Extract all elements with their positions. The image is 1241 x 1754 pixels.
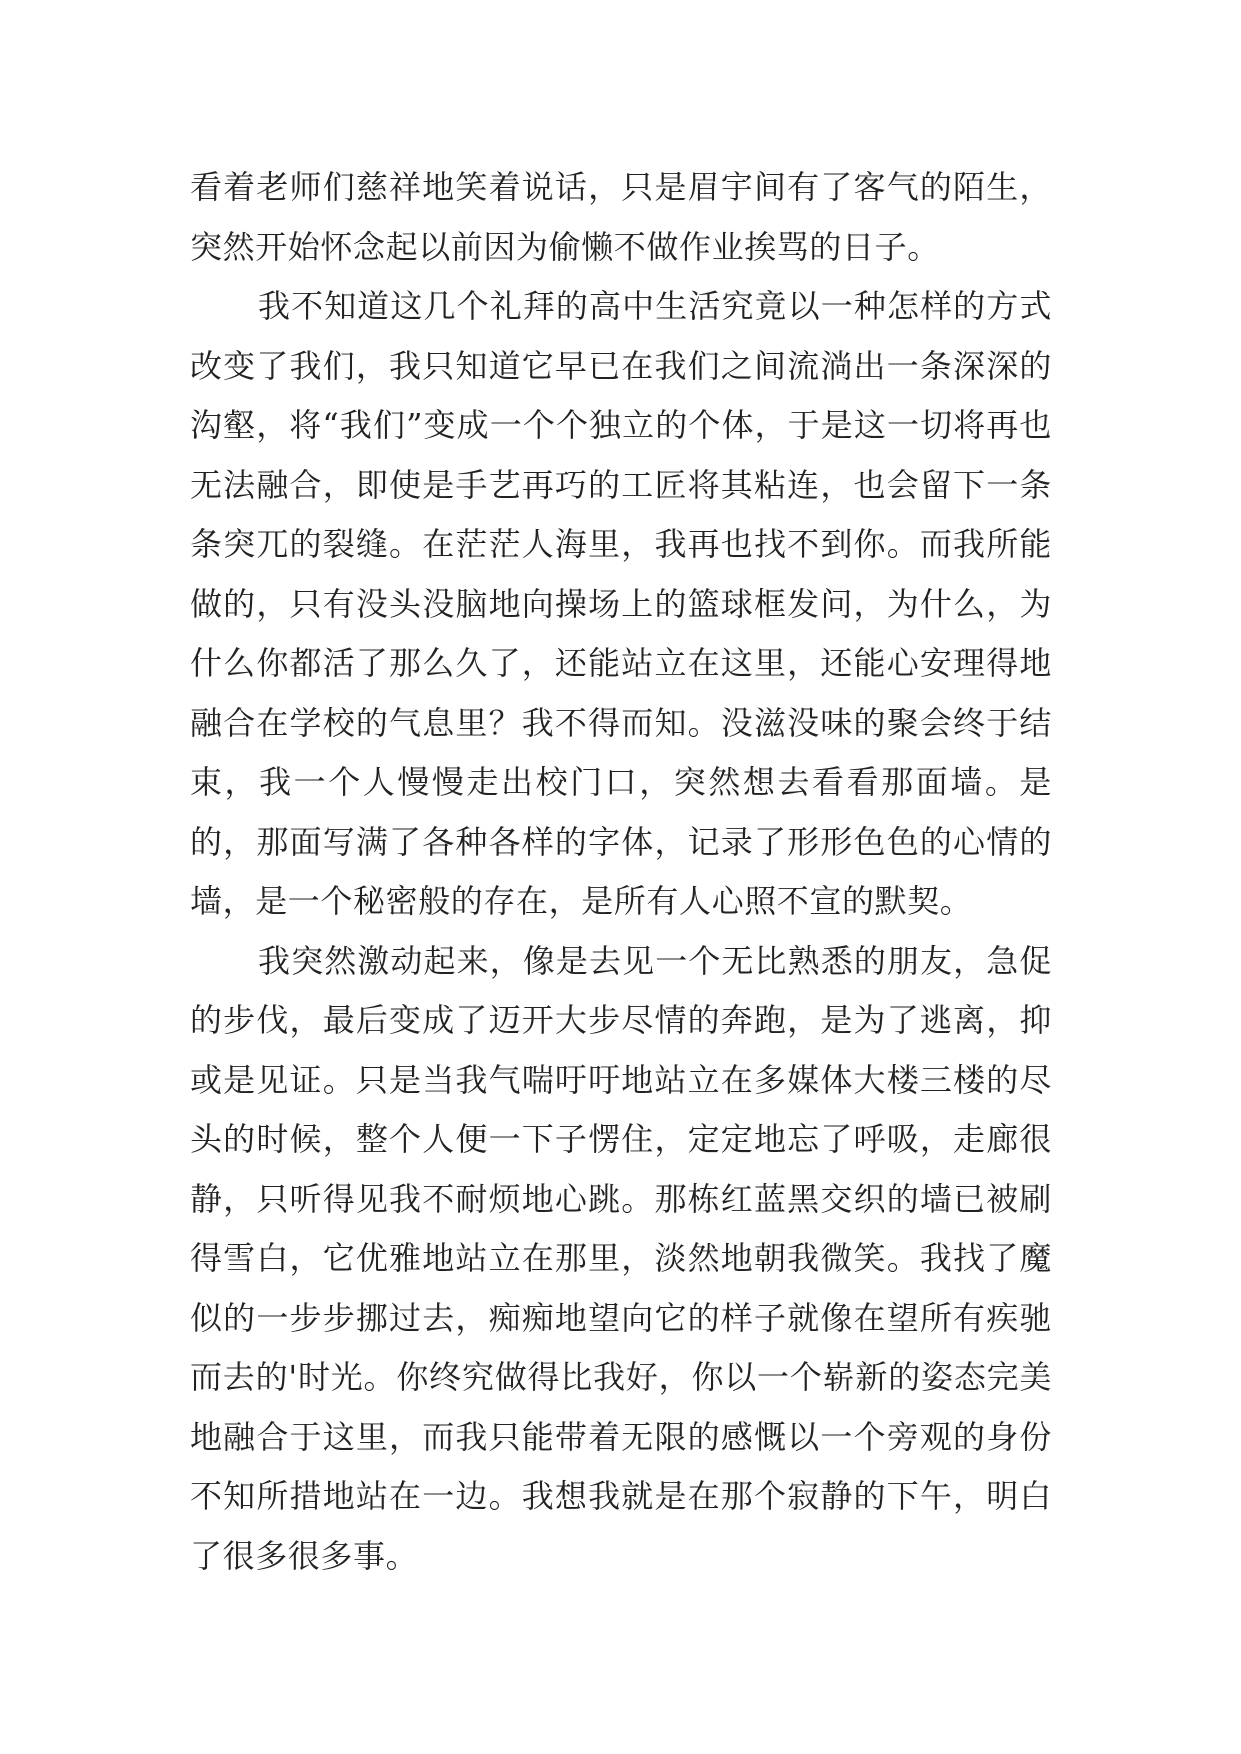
paragraph-2: 我不知道这几个礼拜的高中生活究竟以一种怎样的方式改变了我们，我只知道它早已在我们之间流淌出一条深深的沟壑，将“我们”变成一个个独立的个体，于是这一切将再也无法融合，即使是手艺再巧的工匠将其粘连，也会留下一条条突兀的裂缝。在茫茫人海里，我再也找不到你。而我所能做的，只有没头没脑地向操场上的篮球框发问，为什么，为什么你都活了那么久了，还能站立在这里，还能心安理得地融合在学校的气息里？我不得而知。没滋没味的聚会终于结束，我一个人慢慢走出校门口，突然想去看看那面墙。是的，那面写满了各种各样的字体，记录了形形色色的心情的墙，是一个秘密般的存在，是所有人心照不宣的默契。 [190, 287, 1052, 920]
paragraph-1: 看着老师们慈祥地笑着说话，只是眉宇间有了客气的陌生，突然开始怀念起以前因为偷懒不做作业挨骂的日子。 [190, 168, 1052, 266]
paragraph-3: 我突然激动起来，像是去见一个无比熟悉的朋友，急促的步伐，最后变成了迈开大步尽情的奔跑，是为了逃离，抑或是见证。只是当我气喘吁吁地站立在多媒体大楼三楼的尽头的时候，整个人便一下子愣住，定定地忘了呼吸，走廊很静，只听得见我不耐烦地心跳。那栋红蓝黑交织的墙已被刷得雪白，它优雅地站立在那里，淡然地朝我微笑。我找了魔似的一步步挪过去，痴痴地望向它的样子就像在望所有疾驰而去的'时光。你终究做得比我好，你以一个崭新的姿态完美地融合于这里，而我只能带着无限的感慨以一个旁观的身份不知所措地站在一边。我想我就是在那个寂静的下午，明白了很多很多事。 [190, 941, 1052, 1575]
body-text [190, 158, 1052, 1586]
